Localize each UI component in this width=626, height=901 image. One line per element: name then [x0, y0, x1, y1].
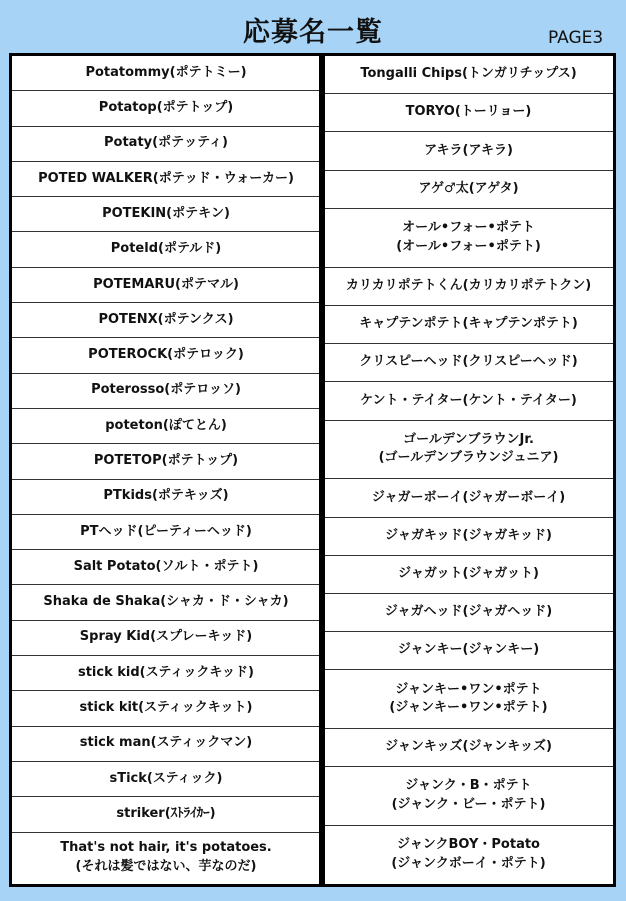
- name-cell: ジャンキッズ(ジャンキッズ): [324, 729, 613, 767]
- name-cell: POTEMARU(ポテマル): [12, 268, 320, 303]
- name-cell: Tongalli Chips(トンガリチップス): [324, 56, 613, 94]
- name-cell: Potatop(ポテトップ): [12, 91, 320, 126]
- name-cell: オール•フォー•ポテト (オール•フォー•ポテト): [324, 209, 613, 268]
- page-number: PAGE3: [548, 28, 604, 48]
- name-cell: ジャガヘッド(ジャガヘッド): [324, 594, 613, 632]
- name-cell: sTick(スティック): [12, 762, 320, 797]
- name-cell: POTETOP(ポテトップ): [12, 444, 320, 479]
- name-cell: Poteld(ポテルド): [12, 232, 320, 267]
- column-divider: [319, 53, 325, 887]
- name-cell: ゴールデンブラウンJr. (ゴールデンブラウンジュニア): [324, 421, 613, 480]
- name-cell: ジャンキー•ワン•ポテト (ジャンキー•ワン•ポテト): [324, 670, 613, 729]
- name-cell: Salt Potato(ソルト・ポテト): [12, 550, 320, 585]
- name-cell: アキラ(アキラ): [324, 132, 613, 170]
- name-cell: ジャガキッド(ジャガキッド): [324, 518, 613, 556]
- name-cell: Potatommy(ポテトミー): [12, 56, 320, 91]
- name-cell: クリスピーヘッド(クリスピーヘッド): [324, 344, 613, 382]
- names-column-right: [322, 53, 616, 887]
- name-cell: アゲ♂太(アゲタ): [324, 171, 613, 209]
- name-cell: stick man(スティックマン): [12, 727, 320, 762]
- name-cell: POTENX(ポテンクス): [12, 303, 320, 338]
- name-cell: ジャガーボーイ(ジャガーボーイ): [324, 479, 613, 517]
- name-cell: stick kit(スティックキット): [12, 691, 320, 726]
- name-cell: ジャンク・B・ポテト (ジャンク・ビー・ポテト): [324, 767, 613, 826]
- name-cell: Poterosso(ポテロッソ): [12, 374, 320, 409]
- name-cell: キャプテンポテト(キャプテンポテト): [324, 306, 613, 344]
- names-column-left: [9, 53, 322, 887]
- page-title: 応募名一覧: [243, 17, 383, 48]
- name-cell: カリカリポテトくん(カリカリポテトクン): [324, 268, 613, 306]
- name-cell: POTEKIN(ポテキン): [12, 197, 320, 232]
- name-cell: TORYO(トーリョー): [324, 94, 613, 132]
- name-cell: Potaty(ポテッティ): [12, 127, 320, 162]
- name-cell: striker(ｽﾄﾗｲｶｰ): [12, 797, 320, 832]
- name-cell: stick kid(スティックキッド): [12, 656, 320, 691]
- name-cell: POTED WALKER(ポテッド・ウォーカー): [12, 162, 320, 197]
- name-cell: ジャガット(ジャガット): [324, 556, 613, 594]
- name-cell: Shaka de Shaka(シャカ・ド・シャカ): [12, 585, 320, 620]
- name-cell: PTkids(ポテキッズ): [12, 480, 320, 515]
- name-cell: Spray Kid(スプレーキッド): [12, 621, 320, 656]
- name-cell: poteton(ぽてとん): [12, 409, 320, 444]
- name-cell: PTヘッド(ピーティーヘッド): [12, 515, 320, 550]
- name-cell: ケント・テイター(ケント・テイター): [324, 382, 613, 420]
- name-cell: That's not hair, it's potatoes. (それは髪ではない、芋なのだ): [60, 840, 272, 875]
- name-cell: ジャンクBOY・Potato (ジャンクボーイ・ポテト): [391, 837, 546, 872]
- name-cell: ジャンキー(ジャンキー): [324, 632, 613, 670]
- name-cell: POTEROCK(ポテロック): [12, 338, 320, 373]
